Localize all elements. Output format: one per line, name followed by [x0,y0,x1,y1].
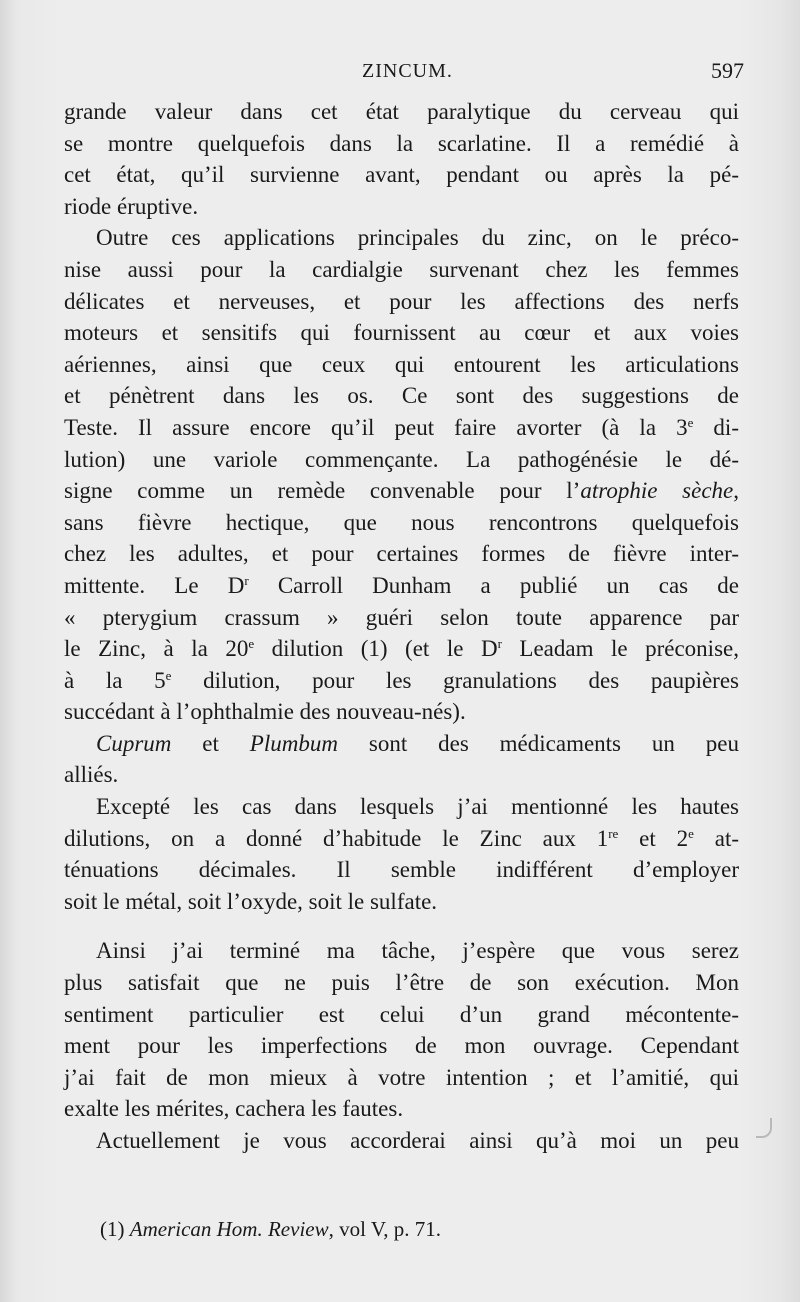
text-fragment [338,731,369,756]
text-line: « pterygium crassum » guéri selon toute apparence par [64,604,739,630]
text-line: sentiment particulier est celui d’un grand mécontente- [64,1001,739,1027]
text-line: Ainsi j’ai terminé ma tâche, j’espère que vous serez [96,938,739,964]
text-line: exalte les mérites, cachera les fautes. [64,1096,404,1122]
text-line [64,412,739,444]
text-line: succédant à l’ophthalmie des nouveau-nés). [64,699,466,725]
footnote-source: American Hom. Review [129,1217,329,1241]
text-fragment: Carroll Dunham a publié un cas de [248,572,739,598]
paragraph-conclusion [64,935,739,1125]
superscript: e [248,636,255,652]
text-line: soit le métal, soit l’oxyde, soit le sulfate. [64,888,438,914]
text-line: cet état, qu’il survienne avant, pendant ou après la pé- [64,162,739,188]
text-fragment: à la 5 [64,667,166,693]
text-fragment: at- [693,825,739,851]
body-text [64,96,739,1157]
text-line [64,823,739,855]
text-line: ment pour les imperfections de mon ouvrage. Cependant [64,1033,739,1059]
superscript: r [497,636,502,652]
text-line: alliés. [64,762,119,788]
text-fragment: et 2 [618,825,689,851]
text-fragment: Teste. Il assure encore qu’il peut faire avorter (à la 3 [64,414,688,440]
text-line [64,475,739,507]
text-line: lution) une variole commençante. La pathogénésie le dé- [64,446,739,472]
text-fragment: signe comme un remède convenable pour l’ [64,478,581,504]
text-fragment: di- [693,414,739,440]
superscript: e [165,667,172,683]
text-line: Excepté les cas dans lesquels j’ai mentionné les hautes [96,794,739,820]
text-line: plus satisfait que ne puis l’être de son exécution. Mon [64,970,739,996]
footnote [100,1217,700,1242]
page-header [64,58,744,90]
text-line: grande valeur dans cet état paralytique du cerveau qui [64,99,739,124]
text-fragment: le Zinc, à la 20 [64,636,249,662]
paragraph-dilutions [64,791,739,917]
italic-term: Plumbum [249,730,338,756]
text-fragment: dilution (1) (et le D [254,636,498,662]
text-line: j’ai fait de mon mieux à votre intention ; et l’amitié, qui [64,1064,739,1090]
text-fragment: Leadam le préconise, [501,636,739,662]
text-fragment: sont des médicaments un peu [368,730,740,756]
italic-term: Cuprum [96,730,172,756]
text-fragment: mittente. Le D [64,572,245,598]
italic-term: atrophie sèche [580,478,734,504]
text-line: délicates et nerveuses, et pour les affections des nerfs [64,288,739,314]
footnote-details: , vol V, p. 71. [328,1217,442,1241]
superscript: e [688,825,694,841]
text-line: et pénètrent dans les os. Ce sont des suggestions de [64,383,739,409]
text-fragment: et [171,730,250,756]
text-line: sans fièvre hectique, que nous rencontrons quelquefois [64,509,739,535]
superscript: r [244,572,249,588]
text-line: ténuations décimales. Il semble indifférent d’employer [64,857,739,883]
text-line: se montre quelquefois dans la scarlatine. Il a remédié à [64,130,739,156]
page-number: 597 [711,58,744,83]
text-line [64,633,739,665]
text-line [64,728,739,760]
superscript: e [687,414,694,430]
text-fragment: dilutions, on a donné d’habitude le Zinc aux 1 [64,825,609,851]
text-line: Actuellement je vous accorderai ainsi qu’à moi un peu [96,1128,739,1153]
text-fragment: , [733,478,739,504]
text-line: aériennes, ainsi que ceux qui entourent les articulations [64,351,739,377]
superscript: re [608,825,619,841]
running-head: ZINCUM. [362,60,453,82]
text-line: Outre ces applications principales du zinc, on le préco- [96,225,739,251]
text-line: chez les adultes, et pour certaines formes de fièvre inter- [64,541,739,567]
paragraph-applications [64,222,739,728]
text-line: moteurs et sensitifs qui fournissent au cœur et aux voies [64,320,739,346]
text-line: riode éruptive. [64,193,199,219]
paragraph-scarlatine [64,96,739,222]
text-line [64,570,739,602]
paragraph-final [64,1125,739,1157]
footnote-marker: (1) [100,1217,125,1241]
text-fragment: dilution, pour les granulations des paupières [171,667,739,693]
paragraph-cuprum [64,728,739,791]
margin-mark [756,1118,772,1138]
text-line [64,665,739,697]
text-line: nise aussi pour la cardialgie survenant chez les femmes [64,256,739,282]
